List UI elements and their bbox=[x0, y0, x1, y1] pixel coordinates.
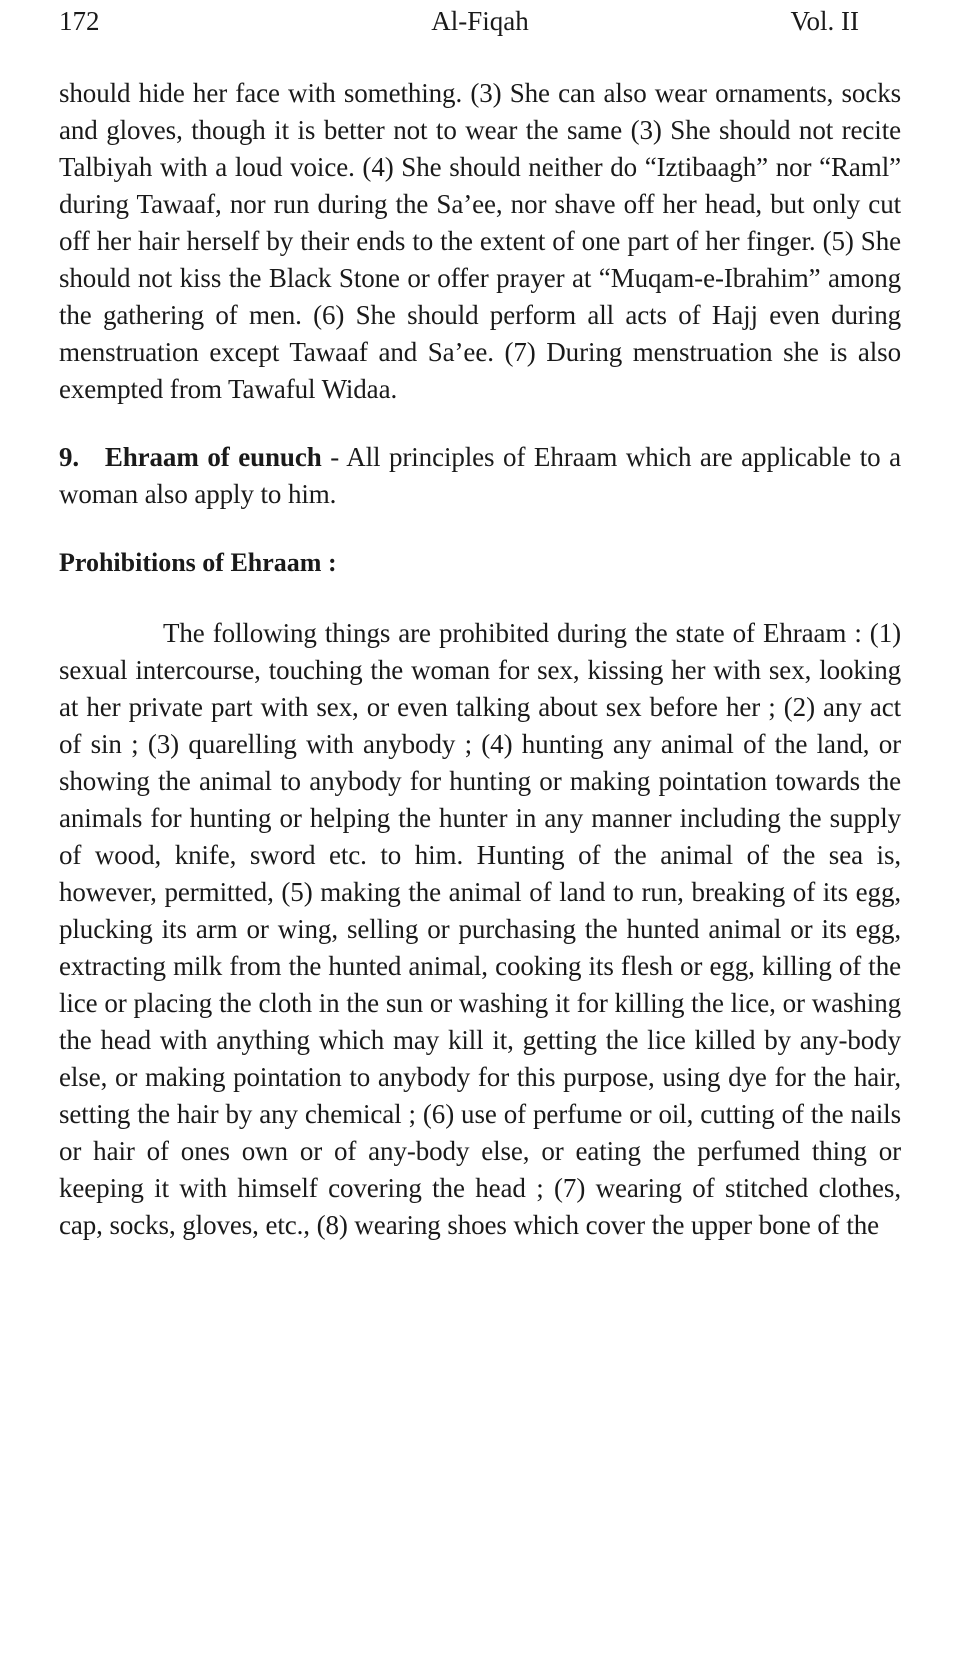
paragraph-women-ehraam-continuation: should hide her face with something. (3) She can also wear ornaments, socks and gloves, though it is better not to wear the same (3) She should not recite Talbiyah with a loud voice. (4) She should neither do “Iztibaagh” nor “Raml” during Tawaaf, nor run during the Sa’ee, nor shave off her head, but only cut off her hair herself by their ends to the extent of one part of her finger. (5) She should not kiss the Black Stone or offer prayer at “Muqam-e-Ibrahim” among the gathering of men. (6) She should perform all acts of Hajj even during menstruation except Tawaaf and Sa’ee. (7) During menstruation she is also exempted from Tawaful Widaa. bbox=[59, 78, 901, 404]
book-page bbox=[59, 0, 901, 1244]
paragraph-prohibitions-list: The following things are prohibited during the state of Ehraam : (1) sexual intercourse, touching the woman for sex, kissing her with sex, looking at her private part with sex, or even talking about sex before her ; (2) any act of sin ; (3) quarelling with anybody ; (4) hunting any animal of the land, or showing the animal to anybody for hunting or making pointation towards the animals for hunting or helping the hunter in any manner including the supply of wood, knife, sword etc. to him. Hunting of the animal of the sea is, however, permitted, (5) making the animal of land to run, breaking of its egg, plucking its arm or wing, selling or purchasing the hunted animal or its egg, extracting milk from the hunted animal, cooking its flesh or egg, killing of the lice or placing the cloth in the sun or washing it for killing the lice, or washing the head with anything which may kill it, getting the lice killed by any-body else, or making pointation to anybody for this purpose, using dye for the hair, setting the hair by any chemical ; (6) use of perfume or oil, cutting of the nails or hair of ones own or of any-body else, or eating the perfumed thing or keeping it with himself covering the head ; (7) wearing of stitched clothes, cap, socks, gloves, etc., (8) wearing shoes which cover the upper bone of the bbox=[59, 618, 901, 1240]
running-header bbox=[59, 0, 901, 42]
section-heading-prohibitions: Prohibitions of Ehraam : bbox=[59, 548, 337, 577]
page-number: 172 bbox=[59, 6, 100, 36]
eunuch-heading: Ehraam of eunuch bbox=[104, 442, 322, 472]
paragraph-ehraam-of-eunuch bbox=[59, 439, 901, 513]
eunuch-body: - All principles of Ehraam which are applicable to a woman also apply to him. bbox=[59, 442, 901, 509]
volume-label: Vol. II bbox=[790, 6, 859, 36]
eunuch-item-number: 9. bbox=[59, 442, 80, 472]
book-title: Al-Fiqah bbox=[431, 6, 529, 36]
